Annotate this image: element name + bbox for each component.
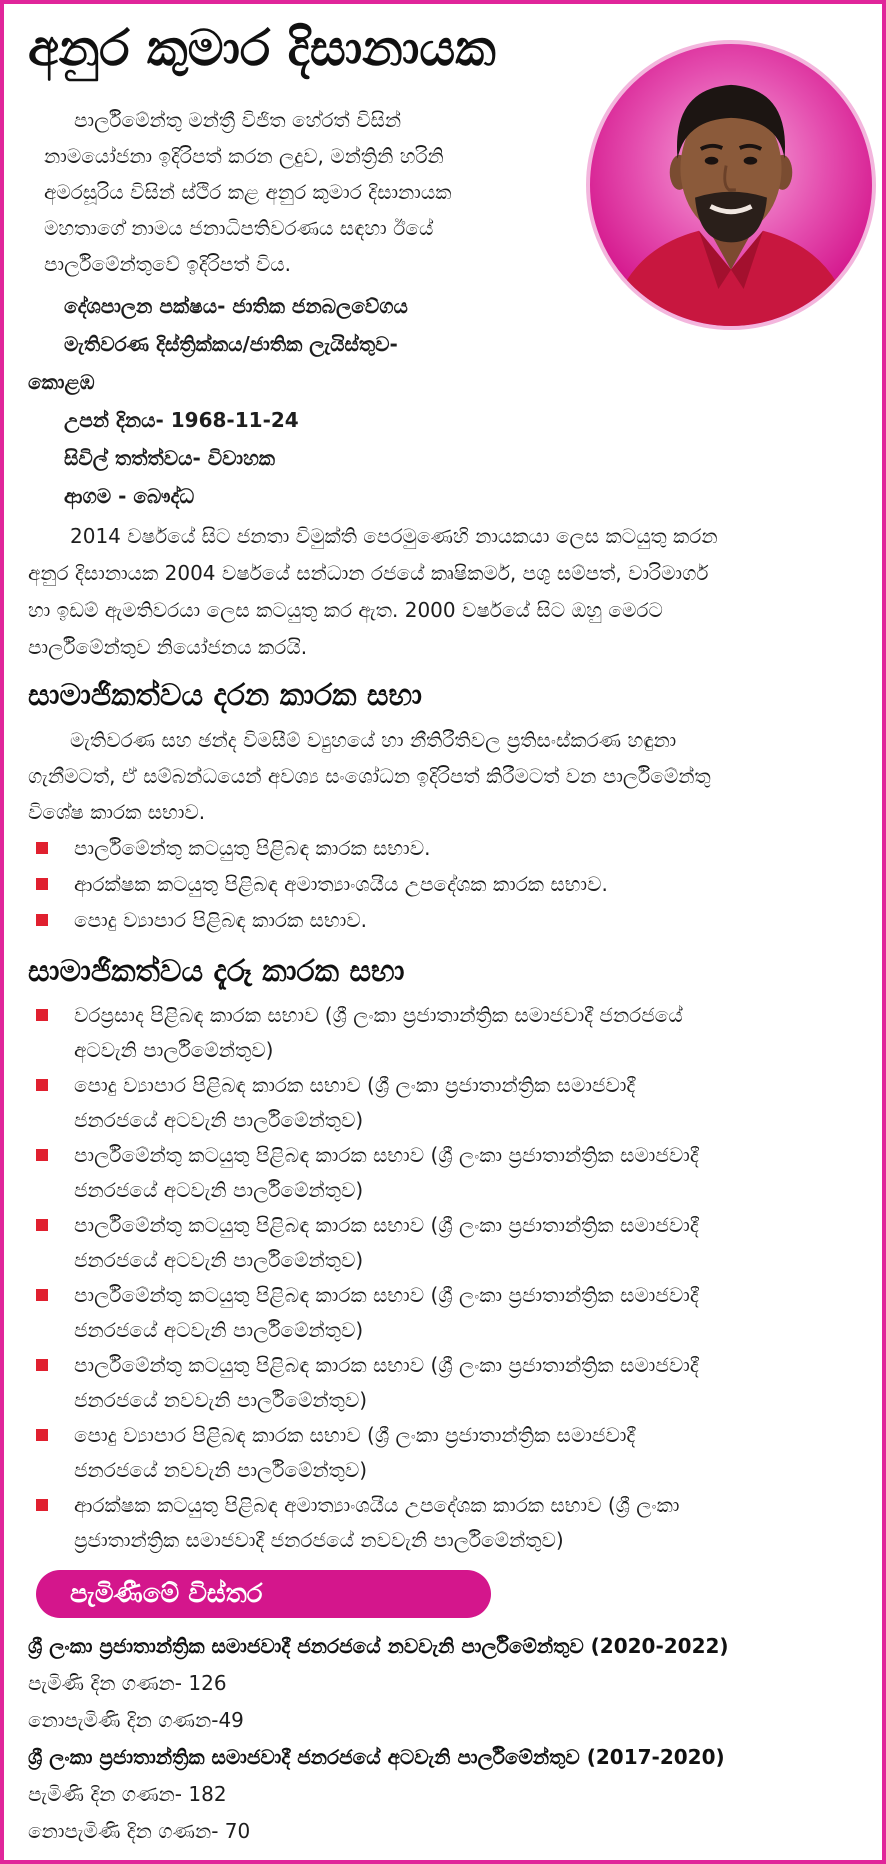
attendance-absent-days: නොපැමිණි දින ගණන-49: [28, 1708, 244, 1732]
portrait-photo: [586, 40, 876, 330]
past-committee-item: [28, 1208, 862, 1278]
bullet-square-icon: [36, 1219, 48, 1231]
attendance-heading-pill: [36, 1570, 491, 1618]
past-committee-line: අටවැනි පාර්ලිමේන්තුව): [74, 1038, 274, 1062]
past-committee-line: ජනරජයේ අටවැනි පාර්ලිමේන්තුව): [74, 1248, 364, 1272]
committee-intro-line: මැතිවරණ සහ ඡන්ද විමසීම් ව්‍යුහයේ හා නීතිරීතිවල ප්‍රතිසංස්කරණ හඳුනා: [70, 728, 677, 752]
attendance-present-days: පැමිණි දින ගණන- 182: [28, 1782, 227, 1806]
current-committee-item: [28, 902, 862, 938]
past-committees-heading-text: සාමාජිකත්වය දැරූ කාරක සභා: [28, 954, 405, 989]
past-committee-item: [28, 1348, 862, 1418]
bio-line: පාර්ලිමේන්තුව නියෝජනය කරයි.: [28, 635, 308, 659]
section-heading-past-committees: [28, 948, 862, 996]
bullet-square-icon: [36, 1079, 48, 1091]
portrait-icon: [590, 44, 872, 326]
intro-paragraph: [44, 102, 574, 282]
past-committee-line: පොදු ව්‍යාපාර පිළිබඳ කාරක සභාව (ශ්‍රී ලංකා ප්‍රජාතාන්ත්‍රික සමාජවාදී: [74, 1073, 636, 1097]
past-committee-line: ජනරජයේ අටවැනි පාර්ලිමේන්තුව): [74, 1318, 364, 1342]
attendance-parliament-title: ශ්‍රී ලංකා ප්‍රජාතාන්ත්‍රික සමාජවාදී ජනරජයේ අටවැනි පාර්ලිමේන්තුව (2017-2020): [28, 1745, 725, 1769]
current-committee-list: [28, 830, 862, 938]
bio-line: අනුර දිසානායක 2004 වර්ෂයේ සන්ධාන රජයේ කෘෂිකර්ම, පශු සම්පත්, වාරිමාර්ග: [28, 561, 709, 585]
current-committee-item: [28, 866, 862, 902]
bullet-square-icon: [36, 1429, 48, 1441]
past-committee-item: [28, 1418, 862, 1488]
detail-birthdate: උපන් දිනය- 1968-11-24: [64, 408, 299, 432]
bullet-square-icon: [36, 914, 48, 926]
intro-line: මහතාගේ නාමය ජනාධිපතිවරණය සඳහා ඊයේ: [44, 216, 434, 240]
past-committee-item: [28, 1488, 862, 1558]
past-committee-line: පාර්ලිමේන්තු කටයුතු පිළිබඳ කාරක සභාව (ශ්‍රී ලංකා ප්‍රජාතාන්ත්‍රික සමාජවාදී: [74, 1353, 699, 1377]
detail-district-value: කොළඹ: [28, 370, 95, 394]
past-committee-line: ප්‍රජාතාන්ත්‍රික සමාජවාදී ජනරජයේ නවවැනි පාර්ලිමේන්තුව): [74, 1528, 564, 1552]
detail-religion: ආගම - බෞද්ධ: [64, 484, 195, 508]
attendance-details: [28, 1628, 862, 1850]
committee-intro-line: විශේෂ කාරක සභාව.: [28, 800, 206, 824]
attendance-parliament-title: ශ්‍රී ලංකා ප්‍රජාතාන්ත්‍රික සමාජවාදී ජනරජයේ නවවැනි පාර්ලිමේන්තුව (2020-2022): [28, 1634, 729, 1658]
personal-details: [28, 287, 573, 515]
past-committee-list: [28, 998, 862, 1558]
past-committee-item: [28, 1138, 862, 1208]
bullet-square-icon: [36, 1499, 48, 1511]
intro-line: පාර්ලිමේන්තු මන්ත්‍රී විජිත හේරත් විසින්: [74, 108, 402, 132]
past-committee-item: [28, 1278, 862, 1348]
bullet-square-icon: [36, 1289, 48, 1301]
past-committee-item: [28, 998, 862, 1068]
past-committee-item: [28, 1068, 862, 1138]
past-committee-line: ජනරජයේ නවවැනි පාර්ලිමේන්තුව): [74, 1388, 368, 1412]
past-committee-line: පාර්ලිමේන්තු කටයුතු පිළිබඳ කාරක සභාව (ශ්‍රී ලංකා ප්‍රජාතාන්ත්‍රික සමාජවාදී: [74, 1283, 699, 1307]
bullet-square-icon: [36, 878, 48, 890]
section-heading-current-committees: [28, 672, 862, 720]
detail-party: දේශපාලන පක්ෂය- ජාතික ජනබලවේගය: [64, 294, 408, 318]
bio-line: 2014 වර්ෂයේ සිට ජනතා විමුක්ති පෙරමුණෙහි නායකයා ලෙස කටයුතු කරන: [70, 524, 718, 548]
current-committees-heading-text: සාමාජිකත්වය දරන කාරක සභා: [28, 678, 422, 713]
bullet-square-icon: [36, 1149, 48, 1161]
profile-name-title: අනුර කුමාර දිසානායක: [28, 19, 496, 77]
bullet-square-icon: [36, 1359, 48, 1371]
intro-line: පාර්ලිමේන්තුවේ ඉදිරිපත් විය.: [44, 252, 292, 276]
bullet-square-icon: [36, 1009, 48, 1021]
past-committee-line: පොදු ව්‍යාපාර පිළිබඳ කාරක සභාව (ශ්‍රී ලංකා ප්‍රජාතාන්ත්‍රික සමාජවාදී: [74, 1423, 636, 1447]
attendance-heading-text: පැමිණීමේ විස්තර: [70, 1579, 263, 1609]
attendance-absent-days: නොපැමිණි දින ගණන- 70: [28, 1819, 251, 1843]
intro-line: නාමයෝජනා ඉදිරිපත් කරන ලදුව, මන්ත්‍රිනි හරිනි: [44, 144, 444, 168]
detail-civil-status: සිවිල් තත්ත්වය- විවාහක: [64, 446, 276, 470]
current-committee-text: පාර්ලිමේන්තු කටයුතු පිළිබඳ කාරක සභාව.: [74, 836, 431, 860]
committee-intro-line: ගැනීමටත්, ඒ සම්බන්ධයෙන් අවශ්‍ය සංශෝධන ඉදිරිපත් කිරීමටත් වන පාර්ලිමේන්තු: [28, 764, 711, 788]
current-committee-text: පොදු ව්‍යාපාර පිළිබඳ කාරක සභාව.: [74, 908, 368, 932]
bullet-square-icon: [36, 842, 48, 854]
past-committee-line: ජනරජයේ නවවැනි පාර්ලිමේන්තුව): [74, 1458, 368, 1482]
bio-paragraph: [28, 518, 862, 666]
bio-line: හා ඉඩම් ඇමතිවරයා ලෙස කටයුතු කර ඇත. 2000 වර්ෂයේ සිට ඔහු මෙරට: [28, 598, 663, 622]
past-committee-line: ආරක්ෂක කටයුතු පිළිබඳ අමාත්‍යාංශයීය උපදේශක කාරක සභාව (ශ්‍රී ලංකා: [74, 1493, 680, 1517]
past-committee-line: වරප්‍රසාද පිළිබඳ කාරක සභාව (ශ්‍රී ලංකා ප්‍රජාතාන්ත්‍රික සමාජවාදී ජනරජයේ: [74, 1003, 683, 1027]
attendance-present-days: පැමිණි දින ගණන- 126: [28, 1671, 227, 1695]
current-committee-text: ආරක්ෂක කටයුතු පිළිබඳ අමාත්‍යාංශයීය උපදේශක කාරක සභාව.: [74, 872, 608, 896]
past-committee-line: පාර්ලිමේන්තු කටයුතු පිළිබඳ කාරක සභාව (ශ්‍රී ලංකා ප්‍රජාතාන්ත්‍රික සමාජවාදී: [74, 1213, 699, 1237]
past-committee-line: ජනරජයේ අටවැනි පාර්ලිමේන්තුව): [74, 1178, 364, 1202]
past-committee-line: ජනරජයේ අටවැනි පාර්ලිමේන්තුව): [74, 1108, 364, 1132]
current-committee-item: [28, 830, 862, 866]
detail-district-label: මැතිවරණ දිස්ත්‍රික්කය/ජාතික ලැයිස්තුව-: [64, 332, 398, 356]
intro-line: අමරසූරිය විසින් ස්ථිර කළ අනුර කුමාර දිසානායක: [44, 180, 452, 204]
current-committee-intro: [28, 722, 862, 830]
past-committee-line: පාර්ලිමේන්තු කටයුතු පිළිබඳ කාරක සභාව (ශ්‍රී ලංකා ප්‍රජාතාන්ත්‍රික සමාජවාදී: [74, 1143, 699, 1167]
